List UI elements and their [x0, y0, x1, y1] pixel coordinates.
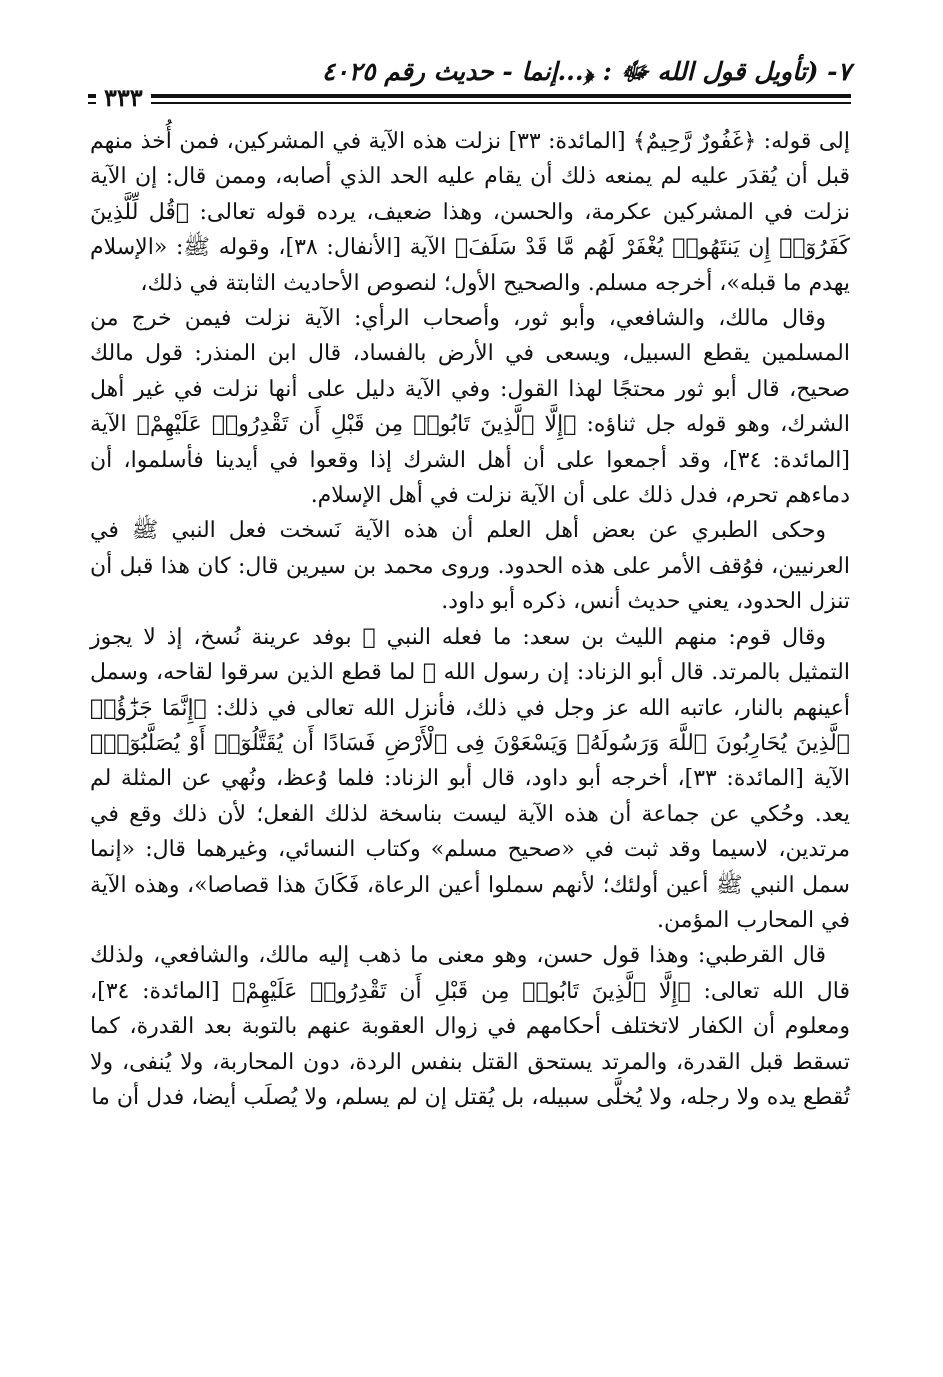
- paragraph: قال القرطبي: وهذا قول حسن، وهو معنى ما ذهب إليه مالك، والشافعي، ولذلك قال الله تعالى: ﴿إِلَّا ٱلَّذِينَ تَابُوا۟ مِن قَبْلِ أَن تَقْدِرُوا۟ عَلَيْهِمْ﴾ [المائدة: ٣٤]، ومعلوم أن الكفار لاتختلف أحكامهم في زوال العقوبة عنهم بالتوبة بعد القدرة، كما تسقط قبل القدرة، والمرتد يستحق القتل بنفس الردة، دون المحاربة، ولا يُنفى، ولا تُقطع يده ولا رجله، ولا يُخلَّى سبيله، بل يُقتل إن لم يسلم، ولا يُصلَب أيضا، فدل أن ما: [90, 943, 850, 1110]
- page-number: ٣٣٣: [96, 86, 151, 110]
- paragraph: إلى قوله: ﴿غَفُورٌ رَّحِيمٌ﴾ [المائدة: ٣٣] نزلت هذه الآية في المشركين، فمن أُخذ منهم قبل أن يُقدَر عليه لم يمنعه ذلك أن يقام عليه الحد الذي أصابه، وممن قال: إن الآية نزلت في المشركين عكرمة، والحسن، وهذا ضعيف، يرده قوله تعالى: ﴿قُل لِّلَّذِينَ كَفَرُوٓا۟ إِن يَنتَهُوا۟ يُغْفَرْ لَهُم مَّا قَدْ سَلَفَ﴾ الآية [الأنفال: ٣٨]، وقوله ﷺ: «الإسلام يهدم ما قبله»، أخرجه مسلم. والصحيح الأول؛ لنصوص الأحاديث الثابتة في ذلك،: [90, 129, 850, 296]
- paragraph: وحكى الطبري عن بعض أهل العلم أن هذه الآية نَسخت فعل النبي ﷺ في العرنيين، فوُقف الأمر على هذه الحدود. وروى محمد بن سيرين قال: كان هذا قبل أن تنزل الحدود، يعني حديث أنس، ذكره أبو داود.: [90, 518, 850, 615]
- body-text: [90, 124, 850, 1115]
- page-header: [88, 56, 851, 112]
- running-head: ٧- (تأويل قول الله ﷻ : ﴿...إنما - حديث رقم ٤٠٢٥: [321, 57, 851, 86]
- paragraph: وقال مالك، والشافعي، وأبو ثور، وأصحاب الرأي: الآية نزلت فيمن خرج من المسلمين يقطع السبيل، ويسعى في الأرض بالفساد، قال ابن المنذر: قول مالك صحيح، قال أبو ثور محتجًا لهذا القول: وفي الآية دليل على أنها نزلت في غير أهل الشرك، وهو قوله جل ثناؤه: ﴿إِلَّا ٱلَّذِينَ تَابُوا۟ مِن قَبْلِ أَن تَقْدِرُوا۟ عَلَيْهِمْ﴾ الآية [المائدة: ٣٤]، وقد أجمعوا على أن أهل الشرك إذا وقعوا في أيدينا فأسلموا، أن دماءهم تحرم، فدل ذلك على أن الآية نزلت في أهل الإسلام.: [90, 306, 850, 509]
- paragraph: وقال قوم: منهم الليث بن سعد: ما فعله النبي ﷺ بوفد عرينة نُسخ، إذ لا يجوز التمثيل بالمرتد. قال أبو الزناد: إن رسول الله ﷺ لما قطع الذين سرقوا لقاحه، وسمل أعينهم بالنار، عاتبه الله عز وجل في ذلك، فأنزل الله تعالى في ذلك: ﴿إِنَّمَا جَزَٰٓؤُا۟ ٱلَّذِينَ يُحَارِبُونَ ٱللَّهَ وَرَسُولَهُۥ وَيَسْعَوْنَ فِى ٱلْأَرْضِ فَسَادًا أَن يُقَتَّلُوٓا۟ أَوْ يُصَلَّبُوٓا۟﴾ الآية [المائدة: ٣٣]، أخرجه أبو داود، قال أبو الزناد: فلما وُعظ، ونُهي عن المثلة لم يعد. وحُكي عن جماعة أن هذه الآية ليست بناسخة لذلك الفعل؛ لأن ذلك وقع في مرتدين، لاسيما وقد ثبت في «صحيح مسلم» وكتاب النسائي، وغيرهما قال: «إنما سمل النبي ﷺ أعين أولئك؛ لأنهم سملوا أعين الرعاة، فَكَانَ هذا قصاصا»، وهذه الآية في المحارب المؤمن.: [90, 624, 851, 933]
